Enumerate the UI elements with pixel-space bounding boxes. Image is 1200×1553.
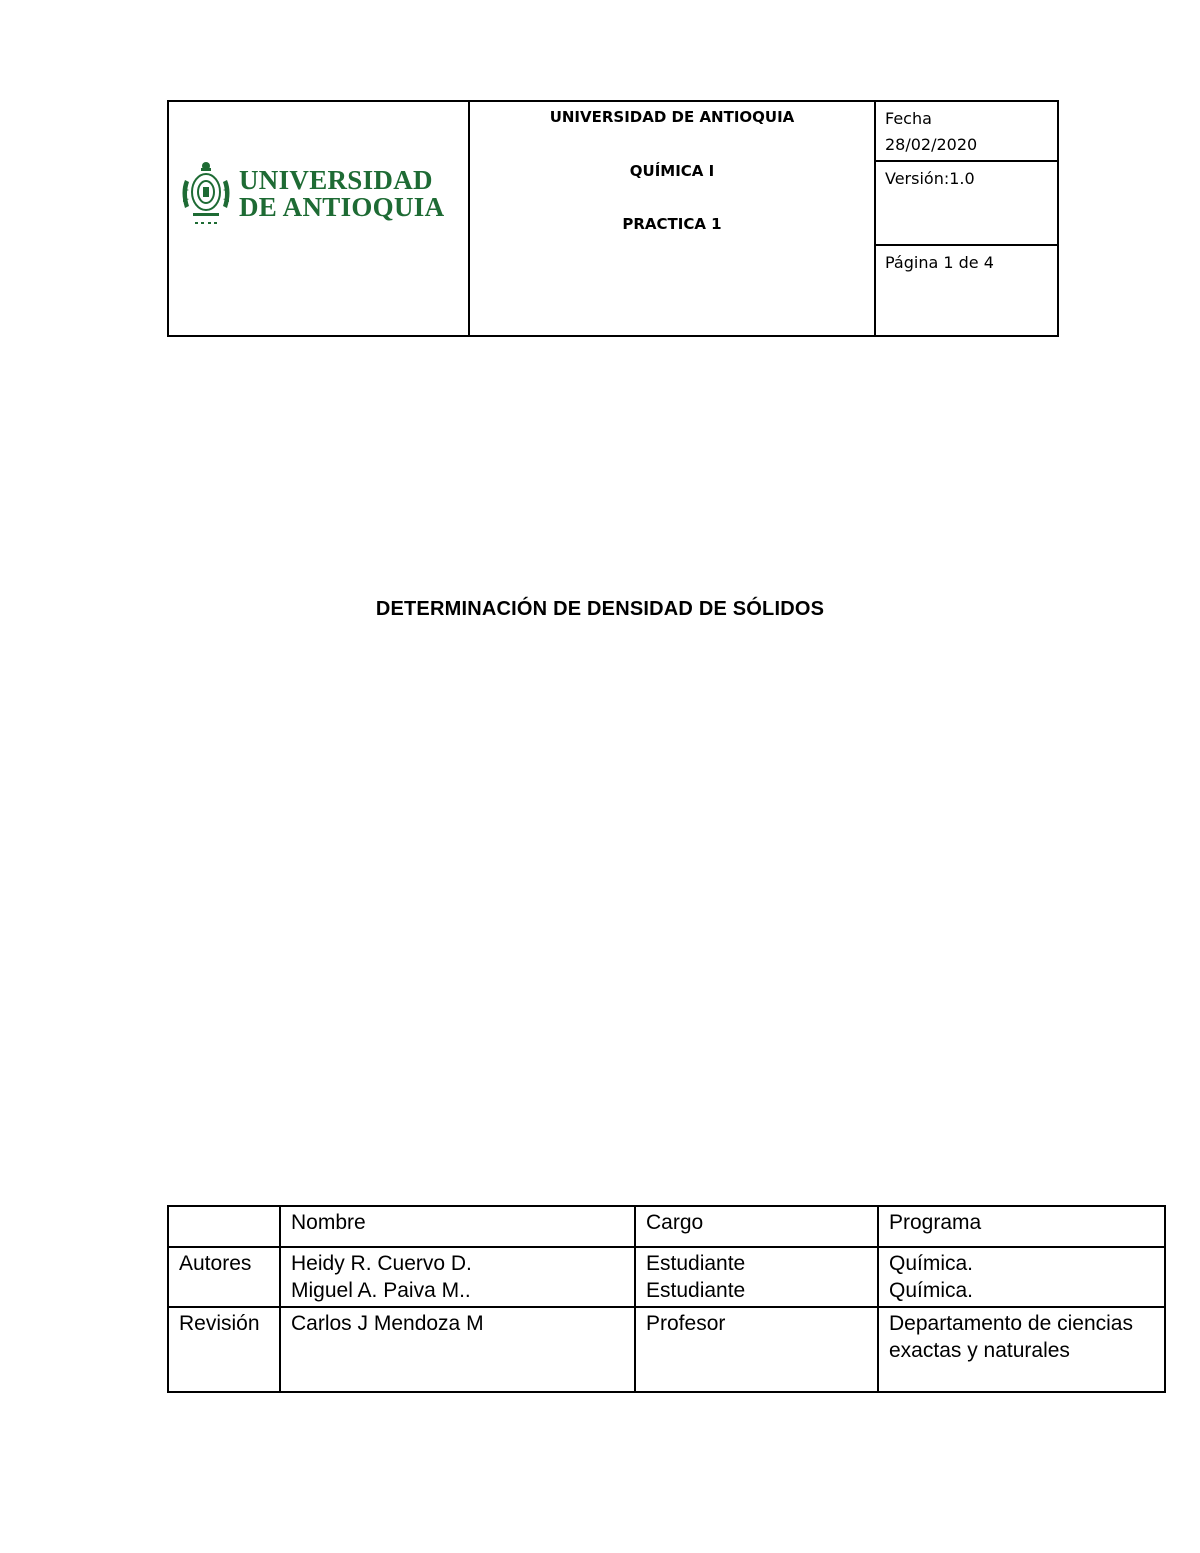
university-logo [179, 158, 444, 230]
positions-cell [635, 1247, 878, 1307]
course-name: QUÍMICA I [629, 162, 715, 180]
table-row [168, 1247, 1165, 1307]
version-block [876, 162, 1057, 246]
logo-wordmark [239, 167, 444, 221]
logo-cell [168, 101, 469, 336]
page-number: Página 1 de 4 [885, 253, 994, 272]
date-block [876, 102, 1057, 162]
positions-cell [635, 1307, 878, 1392]
programs-cell [878, 1307, 1165, 1392]
practice-name: PRACTICA 1 [622, 215, 722, 233]
names-cell [280, 1307, 635, 1392]
role-cell: Autores [168, 1247, 280, 1307]
table-row [168, 1307, 1165, 1392]
header-cell-programa: Programa [878, 1206, 1165, 1247]
reviewer-name: Carlos J Mendoza M [291, 1312, 484, 1335]
header-table [167, 100, 1059, 337]
version-text: Versión:1.0 [885, 169, 975, 188]
document-title: DETERMINACIÓN DE DENSIDAD DE SÓLIDOS [375, 598, 825, 620]
author-position: Estudiante [646, 1279, 746, 1302]
author-name: Miguel A. Paiva M.. [291, 1279, 471, 1302]
role-cell: Revisión [168, 1307, 280, 1392]
date-value: 28/02/2020 [885, 135, 978, 154]
meta-cell [875, 101, 1058, 336]
page-block [876, 246, 1057, 280]
author-program: Química. [889, 1279, 974, 1302]
title-cell [469, 101, 875, 336]
reviewer-program: Departamento de ciencias exactas y naturales [889, 1312, 1133, 1362]
university-crest-icon [179, 158, 233, 230]
logo-line-2: DE ANTIOQUIA [239, 192, 445, 222]
author-program: Química. [889, 1252, 974, 1275]
programs-cell [878, 1247, 1165, 1307]
reviewer-position: Profesor [646, 1312, 726, 1335]
institution-name: UNIVERSIDAD DE ANTIOQUIA [549, 108, 795, 126]
author-position: Estudiante [646, 1252, 746, 1275]
table-header-row [168, 1206, 1165, 1247]
header-cell-empty [168, 1206, 280, 1247]
header-cell-cargo: Cargo [635, 1206, 878, 1247]
logo-line-1: UNIVERSIDAD [239, 165, 433, 195]
authors-table [167, 1205, 1166, 1393]
author-name: Heidy R. Cuervo D. [291, 1252, 472, 1275]
header-cell-nombre: Nombre [280, 1206, 635, 1247]
names-cell [280, 1247, 635, 1307]
date-label: Fecha [885, 109, 932, 128]
